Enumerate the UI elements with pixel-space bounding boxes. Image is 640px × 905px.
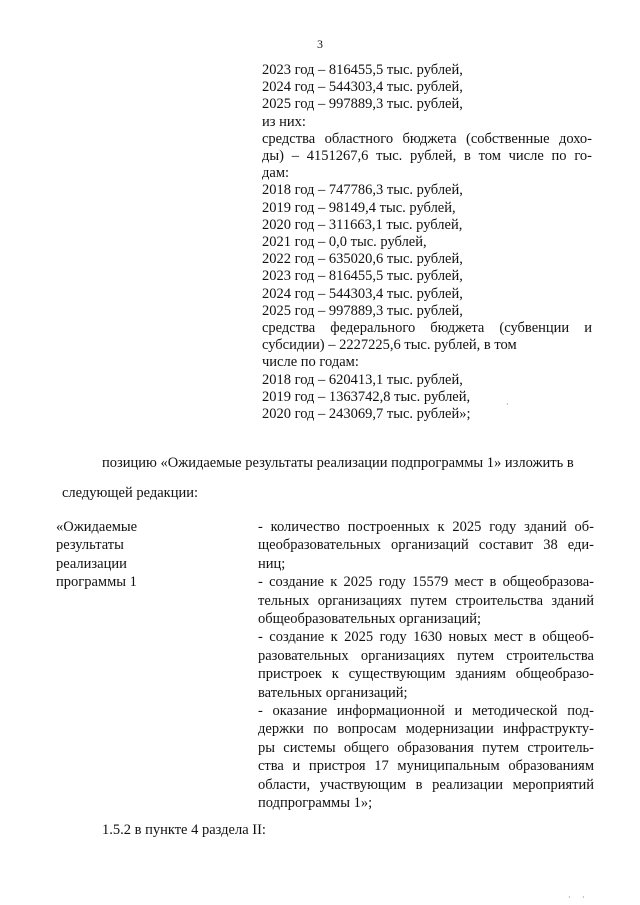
funding-line: 2022 год – 635020,6 тыс. рублей,	[262, 251, 463, 268]
position-body-line: щеобразовательных организаций составит 38 еди-	[258, 537, 594, 554]
page-number: 3	[317, 37, 323, 51]
scan-speck: ·	[506, 400, 509, 409]
funding-line: 2020 год – 311663,1 тыс. рублей,	[262, 216, 463, 233]
funding-line: 2024 год – 544303,4 тыс. рублей,	[262, 79, 463, 96]
position-body-line: области, участвующим в реализации мероприятий	[258, 776, 594, 793]
position-body-line: ры системы общего образования путем строитель-	[258, 739, 594, 756]
position-label-line: «Ожидаемые	[56, 519, 138, 535]
funding-line: 2025 год – 997889,3 тыс. рублей,	[262, 302, 463, 319]
position-body-line: пристроек к существующим зданиям общеобразо-	[258, 666, 594, 683]
funding-line: 2019 год – 98149,4 тыс. рублей,	[262, 199, 456, 216]
position-body-line: - создание к 2025 году 15579 мест в общеобразова-	[258, 574, 594, 591]
position-body-line: подпрограммы 1»;	[258, 795, 373, 812]
section-heading: 1.5.2 в пункте 4 раздела II:	[102, 822, 266, 838]
position-body-line: - оказание информационной и методической под-	[258, 703, 594, 720]
instruction-continuation: следующей редакции:	[62, 485, 199, 501]
position-body-line: - количество построенных к 2025 году зданий об-	[258, 519, 594, 535]
funding-line: средства федерального бюджета (субвенции и	[262, 320, 592, 337]
funding-line: дам:	[262, 165, 290, 182]
position-body-line: разовательных организациях путем строительства	[258, 647, 594, 664]
scan-speck: ·	[582, 893, 585, 902]
position-body-line: держки по вопросам модернизации инфраструкту-	[258, 721, 594, 738]
position-body-line: общеобразовательных организаций;	[258, 611, 482, 628]
scan-speck: ·	[568, 893, 571, 902]
funding-block	[262, 62, 592, 423]
position-body-line: вательных организаций;	[258, 684, 408, 701]
funding-line: средства областного бюджета (собственные дохо-	[262, 130, 592, 147]
funding-line: 2018 год – 747786,3 тыс. рублей,	[262, 182, 463, 199]
funding-line: 2023 год – 816455,5 тыс. рублей,	[262, 62, 463, 78]
funding-line: 2019 год – 1363742,8 тыс. рублей,	[262, 388, 471, 405]
position-label	[56, 518, 206, 592]
funding-line: из них:	[262, 113, 306, 130]
position-body-line: ниц;	[258, 555, 286, 572]
funding-line: субсидии) – 2227225,6 тыс. рублей, в том	[262, 337, 517, 354]
position-body-line: тельных организациях путем строительства зданий	[258, 592, 594, 609]
position-body-line: ства и пристроя 17 муниципальным образованиям	[258, 758, 594, 775]
funding-line: 2023 год – 816455,5 тыс. рублей,	[262, 268, 463, 285]
funding-line: ды) – 4151267,6 тыс. рублей, в том числе по го-	[262, 148, 592, 165]
funding-line: 2025 год – 997889,3 тыс. рублей,	[262, 96, 463, 113]
funding-line: 2021 год – 0,0 тыс. рублей,	[262, 234, 427, 251]
funding-line: 2020 год – 243069,7 тыс. рублей»;	[262, 406, 471, 423]
position-body-line: - создание к 2025 году 1630 новых мест в общеоб-	[258, 629, 594, 646]
instruction-text: позицию «Ожидаемые результаты реализации подпрограммы 1» изложить в	[102, 455, 574, 471]
position-label-line: программы 1	[56, 574, 137, 591]
position-label-line: результаты	[56, 537, 124, 554]
funding-line: 2018 год – 620413,1 тыс. рублей,	[262, 371, 463, 388]
funding-line: 2024 год – 544303,4 тыс. рублей,	[262, 285, 463, 302]
funding-line: числе по годам:	[262, 354, 359, 371]
position-label-line: реализации	[56, 555, 127, 572]
position-body	[258, 518, 594, 813]
